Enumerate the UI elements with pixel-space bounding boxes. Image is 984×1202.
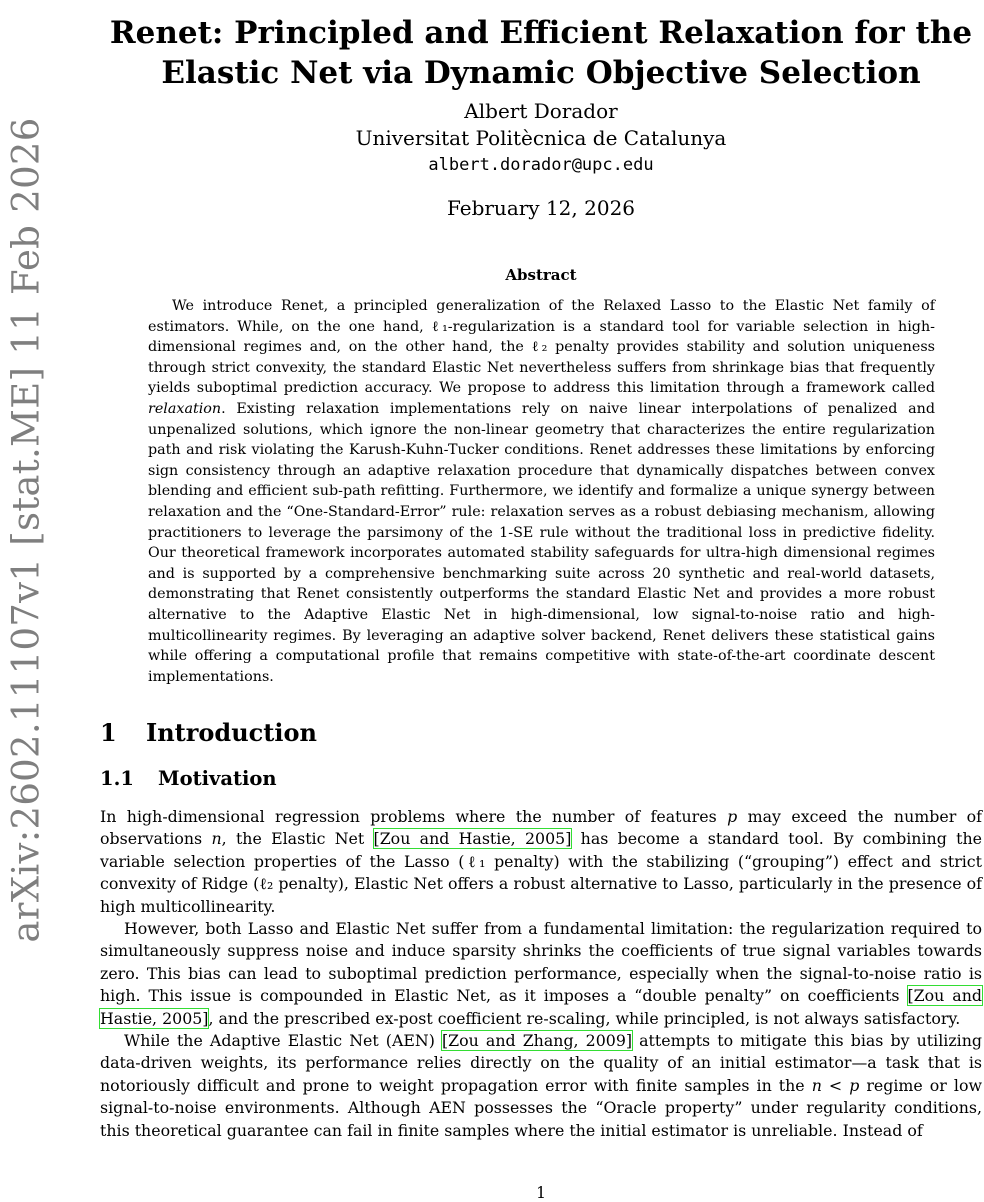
citation-link[interactable]: [Zou and Hastie, 2005] (373, 829, 572, 849)
text-run: However, both Lasso and Elastic Net suffer from a fundamental limitation: the regularization required to simultaneously suppress noise and induce sparsity shrinks the coefficients of true signal variables towards zero. This bias can lead to suboptimal prediction performance, especially when the signal-to-noise ratio is high. This issue is compounded in Elastic Net, as it imposes a “double penalty” on coefficients (100, 919, 982, 1006)
page-number: 1 (536, 1184, 546, 1202)
abstract-part-2: . Existing relaxation implementations rely on naive linear interpolations of penalized and unpenalized solutions, which ignore the non-linear geometry that characterizes the entire regularization path and risk violating the Karush-Kuhn-Tucker conditions. Renet addresses these limitations by enforcing sign consistency through an adaptive relaxation procedure that dynamically dispatches between convex blending and efficient sub-path refitting. Furthermore, we identify and formalize a unique synergy between relaxation and the “One-Standard-Error” rule: relaxation serves as a robust debiasing mechanism, allowing practitioners to leverage the parsimony of the 1-SE rule without the traditional loss in predictive fidelity. Our theoretical framework incorporates automated stability safeguards for ultra-high dimensional regimes and is supported by a comprehensive benchmarking suite across 20 synthetic and real-world datasets, demonstrating that Renet consistently outperforms the standard Elastic Net and provides a more robust alternative to the Adaptive Elastic Net in high-dimensional, low signal-to-noise ratio and high-multicollinearity regimes. By leveraging an adaptive solver backend, Renet delivers these statistical gains while offering a computational profile that remains competitive with state-of-the-art coordinate descent implementations. (148, 400, 935, 685)
author-affiliation: Universitat Politècnica de Catalunya (355, 126, 727, 150)
arxiv-identifier: arXiv:2602.11107v1 [stat.ME] 11 Feb 2026 (4, 117, 48, 943)
subsection-heading-motivation (100, 767, 277, 790)
text-run: While the Adaptive Elastic Net (AEN) (124, 1031, 435, 1051)
text-run: has become a standard tool. By combining the variable selection properties of the Lasso (ℓ₁ penalty) with the stabilizing (“grouping”) effect and strict convexity of Ridge (ℓ₂ penalty), Elastic Net offers a robust alternative to Lasso, particularly in the presence of high multicollinearity. (100, 829, 982, 916)
abstract-heading: Abstract (505, 266, 577, 284)
section-heading-introduction (100, 718, 317, 747)
citation-link[interactable]: [Zou and Zhang, 2009] (441, 1031, 633, 1051)
paragraph-2 (100, 918, 982, 1030)
math-variable: n (211, 829, 222, 849)
math-inequality: n < p (811, 1075, 860, 1095)
abstract-text (148, 296, 935, 687)
math-variable: p (727, 807, 738, 826)
title-line-2: Elastic Net via Dynamic Objective Selection (161, 54, 921, 91)
text-run: may exceed the number of observations (100, 807, 983, 849)
section-number: 1 (100, 718, 117, 747)
text-run: regime or low signal-to-noise environments. Although AEN possesses the “Oracle property” under regularity conditions, this theoretical guarantee can fail in finite samples where the initial estimator is unreliable. Instead of (100, 1075, 982, 1140)
abstract-emphasis: relaxation (148, 400, 222, 417)
paper-title (100, 13, 982, 93)
text-run: In high-dimensional regression problems where the number of features (100, 807, 717, 826)
author-name: Albert Dorador (464, 99, 618, 123)
title-line-1: Renet: Principled and Efficient Relaxation for the (109, 14, 973, 51)
subsection-title: Motivation (158, 767, 277, 790)
body-text (100, 806, 982, 1142)
author-email[interactable]: albert.dorador@upc.edu (428, 155, 654, 175)
subsection-number: 1.1 (100, 767, 134, 790)
text-run: , and the prescribed ex-post coefficient re-scaling, while principled, is not always satisfactory. (208, 1008, 961, 1028)
section-title: Introduction (146, 718, 317, 747)
paragraph-1 (100, 806, 982, 918)
author-block (100, 98, 982, 179)
abstract-part-1: We introduce Renet, a principled generalization of the Relaxed Lasso to the Elastic Net family of estimators. While, on the one hand, ℓ₁-regularization is a standard tool for variable selection in high-dimensional regimes and, on the other hand, the ℓ₂ penalty provides stability and solution uniqueness through strict convexity, the standard Elastic Net nevertheless suffers from shrinkage bias that frequently yields suboptimal prediction accuracy. We propose to address this limitation through a framework called (148, 298, 935, 397)
text-run: , the Elastic Net (221, 829, 365, 849)
text-run: attempts to mitigate this bias by utilizing data-driven weights, its performance relies directly on the quality of an initial estimator—a task that is notoriously difficult and prone to weight propagation error with finite samples in the (100, 1031, 982, 1095)
paper-date: February 12, 2026 (446, 196, 636, 220)
citation-link[interactable]: [Zou and Hastie, 2005] (100, 986, 982, 1028)
paragraph-3 (100, 1030, 982, 1142)
